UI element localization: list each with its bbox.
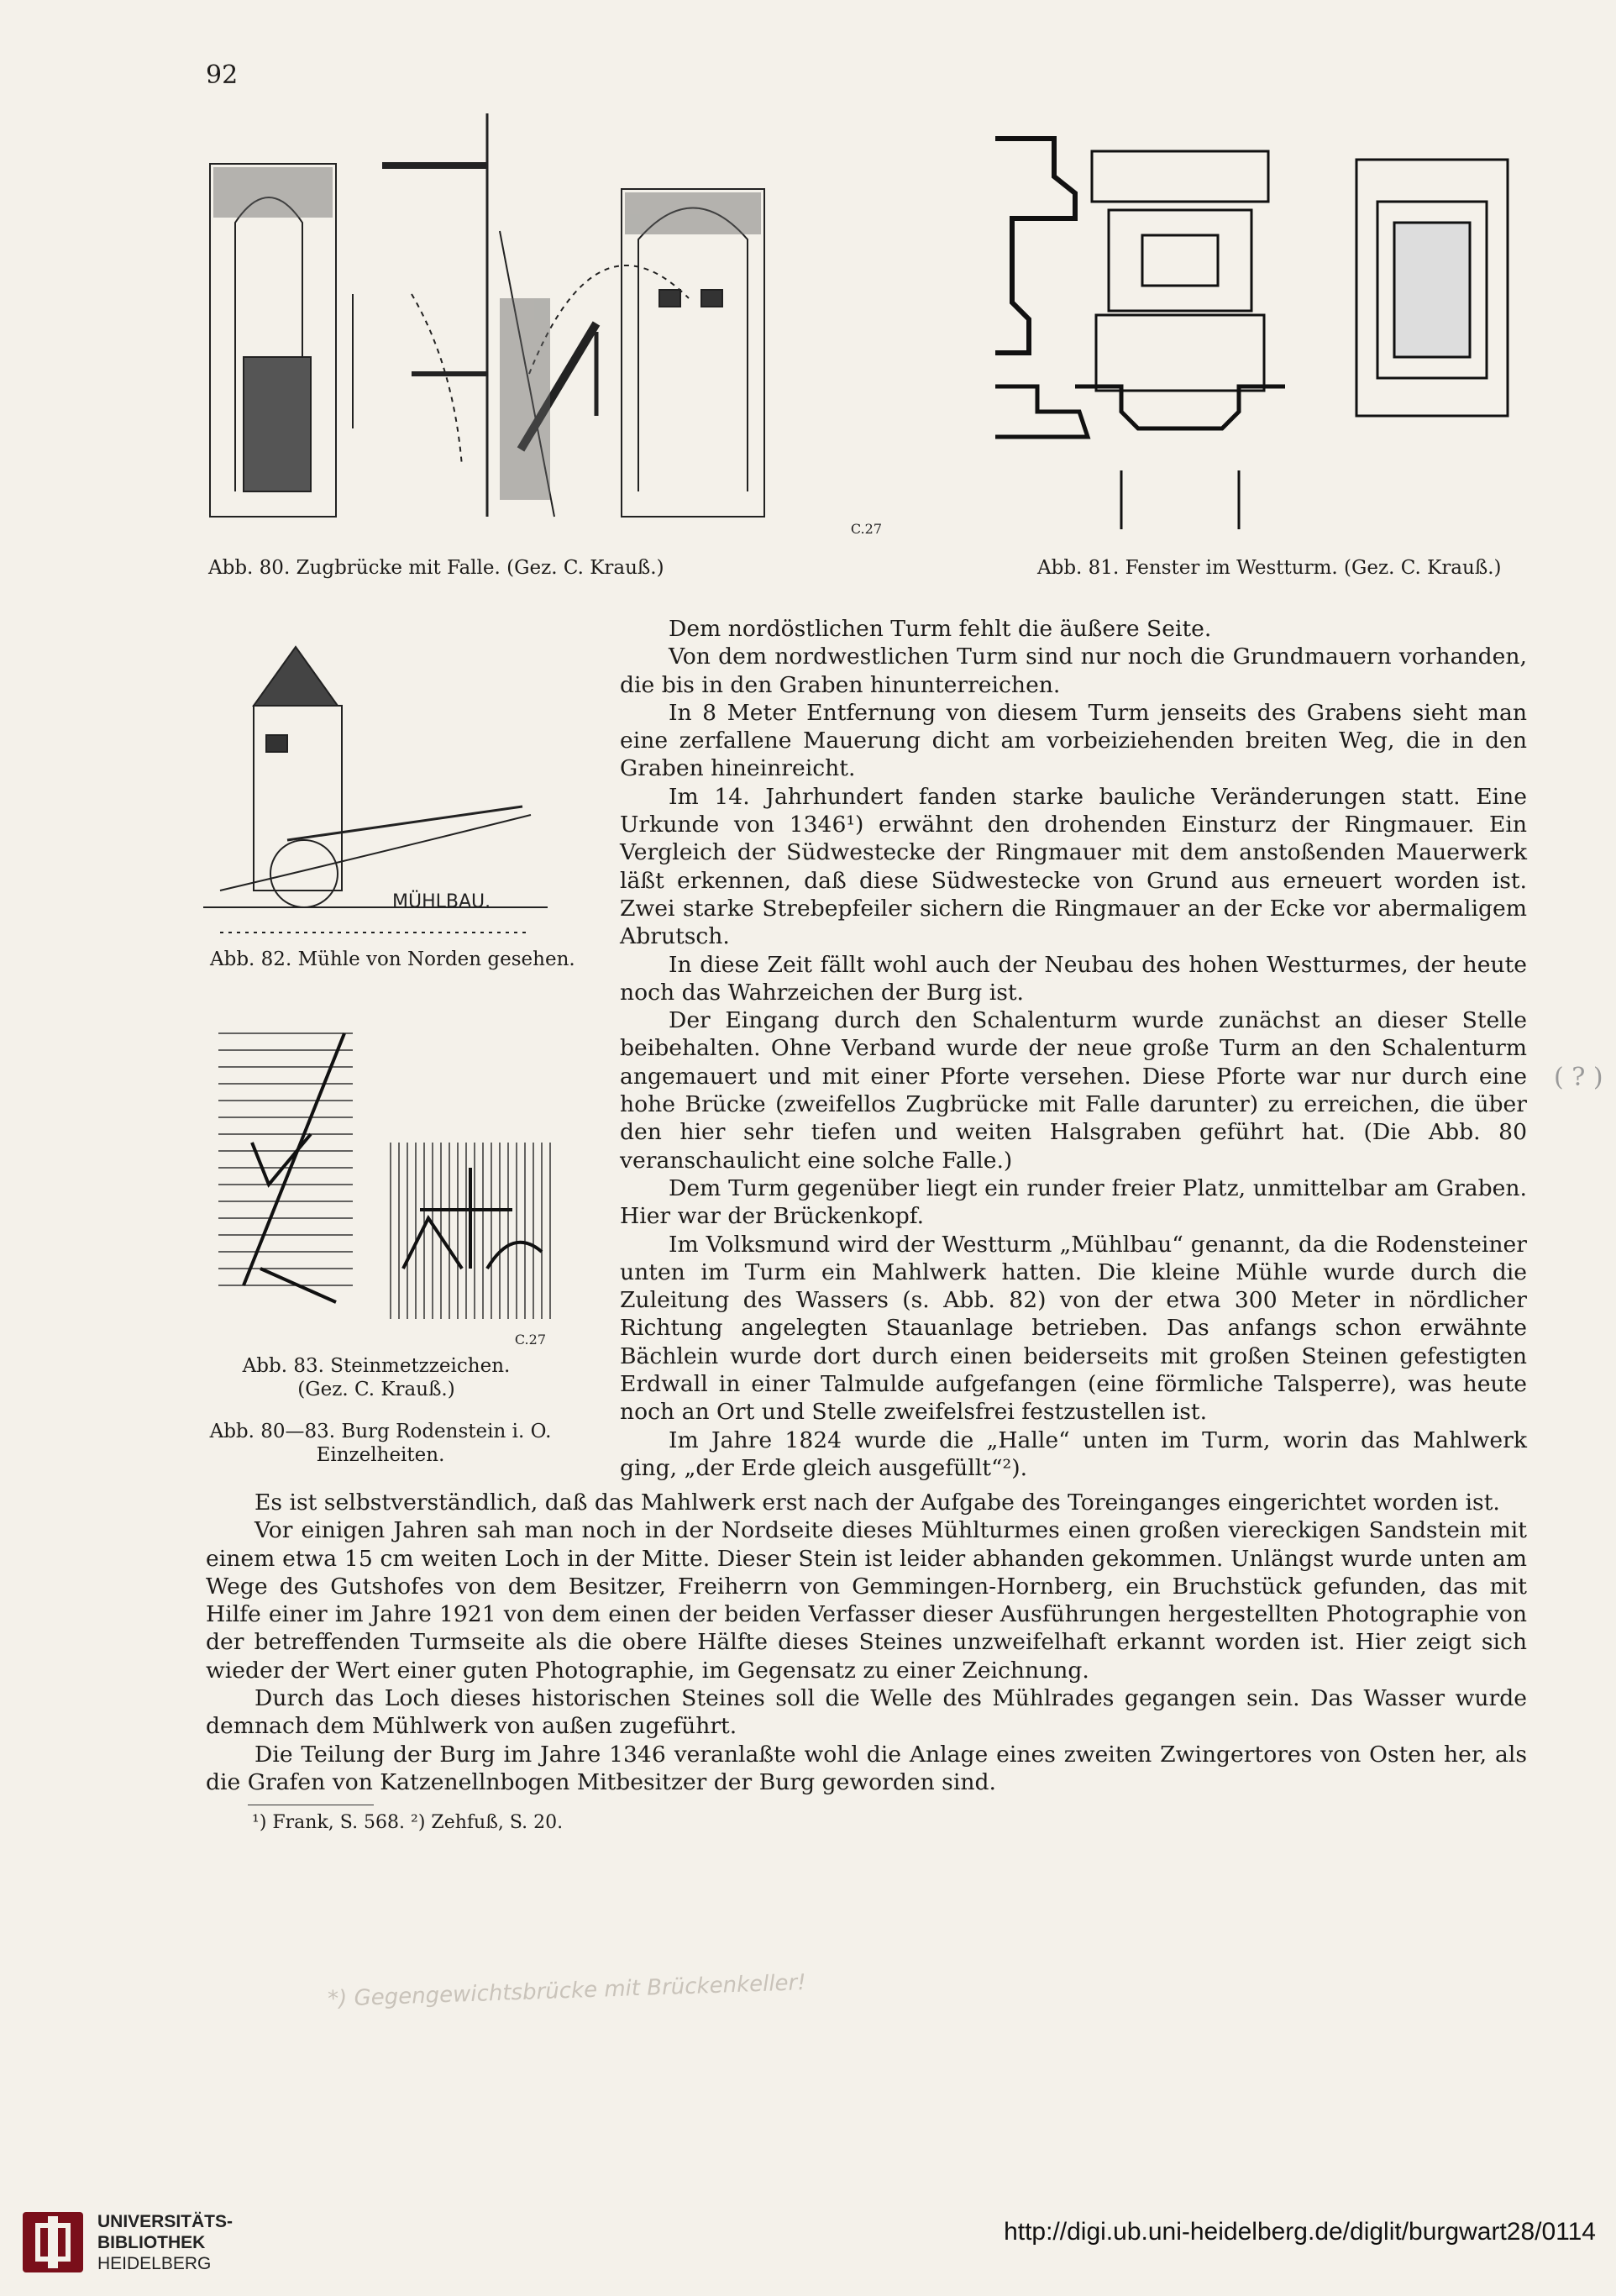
paragraph: Im 14. Jahrhundert fanden starke bauliche Veränderungen statt. Eine Urkunde von 1346¹) erwähnt den drohenden Einsturz der Ringmauer. Ein Vergleich der Südwestecke der Ringmauer mit dem anstoßenden Mauerwerk läßt erkennen, daß diese Südwestecke von Grund aus erneuert worden ist. Zwei starke Strebepfeiler sichern die Ringmauer an der Ecke vor abermaligem Abrutsch. bbox=[620, 783, 1527, 950]
paragraph: Im Volksmund wird der Westturm „Mühlbau“ genannt, da die Rodensteiner unten im Turm ein Mahlwerk hatten. Die kleine Mühle wurde durch die Zuleitung des Wassers (s. Abb. 82) von der etwa 300 Meter in nördlicher Richtung angelegten Stauanlage betrieben. Das anfangs schon erwähnte Bächlein wurde dort durch einen beiderseits mit großen Steinen gefestigten Erdwall in einer Talmulde aufgefangen (eine förmliche Talsperre), was heute noch an Ort und Stelle zweifelsfrei festzustellen ist. bbox=[620, 1231, 1527, 1426]
paragraph: Es ist selbstverständlich, daß das Mahlwerk erst nach der Aufgabe des Toreinganges eingerichtet worden ist. bbox=[254, 1490, 1500, 1516]
figure-82-mill bbox=[195, 630, 564, 941]
paragraph: Im Jahre 1824 wurde die „Halle“ unten im Turm, worin das Mahlwerk ging, „der Erde gleich ausgefüllt“²). bbox=[620, 1426, 1527, 1481]
caption-abb82: Abb. 82. Mühle von Norden gesehen. bbox=[210, 948, 575, 970]
figure-81-window bbox=[995, 134, 1516, 538]
mill-drawing bbox=[195, 630, 564, 941]
library-logo-icon bbox=[18, 2208, 87, 2277]
footer-bar bbox=[0, 2201, 1616, 2296]
paragraph: Dem Turm gegenüber liegt ein runder freier Platz, unmittelbar am Graben. Hier war der Brückenkopf. bbox=[620, 1174, 1527, 1230]
caption-group-line2: Einzelheiten. bbox=[316, 1444, 445, 1466]
paragraph: In diese Zeit fällt wohl auch der Neubau des hohen Westturmes, der heute noch das Wahrzeichen der Burg ist. bbox=[620, 951, 1527, 1006]
paragraph: Von dem nordwestlichen Turm sind nur noch die Grundmauern vorhanden, die bis in den Graben hinunterreichen. bbox=[620, 644, 1527, 698]
caption-abb83 bbox=[200, 1354, 553, 1401]
page-number: 92 bbox=[206, 60, 239, 90]
caption-abb80: Abb. 80. Zugbrücke mit Falle. (Gez. C. Krauß.) bbox=[208, 557, 664, 579]
caption-abb83-line1: Abb. 83. Steinmetzzeichen. bbox=[242, 1355, 511, 1377]
artist-sign-80: C.27 bbox=[850, 521, 882, 537]
footnotes: ¹) Frank, S. 568. ²) Zehfuß, S. 20. bbox=[252, 1812, 564, 1834]
paragraph: Dem nordöstlichen Turm fehlt die äußere Seite. bbox=[669, 616, 1212, 642]
window-drawing bbox=[995, 134, 1516, 538]
figure-80-drawbridge bbox=[202, 97, 899, 542]
drawbridge-drawing bbox=[202, 97, 899, 542]
full-width-text bbox=[206, 1489, 1527, 1837]
paragraph: Vor einigen Jahren sah man noch in der Nordseite dieses Mühlturmes einen großen viereckigen Sandstein mit einem etwa 15 cm weiten Loch in der Mitte. Dieser Stein ist leider abhanden gekommen. Unlängst wurde unten am Wege des Gutshofes von dem Besitzer, Freiherrn von Gemmingen-Hornberg, ein Bruchstück gefunden, das mit Hilfe einer im Jahre 1921 von dem einen der beiden Verfasser dieser Ausführungen hergestellten Photographie von der betreffenden Turmseite als die obere Hälfte dieses Steines unzweifelhaft erkannt worden ist. Hier zeigt sich wieder der Wert einer guten Photographie, im Gegensatz zu einer Zeichnung. bbox=[206, 1517, 1527, 1684]
pencil-note: *) Gegengewichtsbrücke mit Brückenkeller! bbox=[327, 1970, 807, 2012]
library-name-line2: BIBLIOTHEK bbox=[97, 2233, 206, 2252]
library-name bbox=[97, 2211, 233, 2274]
paragraph: In 8 Meter Entfernung von diesem Turm jenseits des Grabens sieht man eine zerfallene Mauerung dicht am vorbeiziehenden breiten Weg, die in den Graben hineinreicht. bbox=[620, 699, 1527, 782]
stonemason-drawing bbox=[210, 1017, 580, 1353]
paragraph: Der Eingang durch den Schalenturm wurde zunächst an dieser Stelle beibehalten. Ohne Verband wurde der neue große Turm an den Schalenturm angemauert und mit einer Pforte versehen. Diese Pforte war nur durch eine hohe Brücke (zweifellos Zugbrücke mit Falle darunter) zu erreichen, die über den hier sehr tiefen und weiten Halsgraben geführt hat. (Die Abb. 80 veranschaulicht eine solche Falle.) bbox=[620, 1007, 1527, 1174]
caption-abb81: Abb. 81. Fenster im Westturm. (Gez. C. Krauß.) bbox=[1037, 557, 1502, 579]
narrow-text-column bbox=[620, 615, 1527, 1482]
paragraph: Durch das Loch dieses historischen Steines soll die Welle des Mühlrades gegangen sein. Das Wasser wurde demnach dem Mühlwerk von außen zugeführt. bbox=[206, 1685, 1527, 1740]
figure-83-stonemason-marks bbox=[210, 1017, 580, 1353]
margin-note: ( ? ) bbox=[1554, 1063, 1603, 1092]
artist-sign-83: C.27 bbox=[514, 1332, 546, 1348]
caption-abb83-line2: (Gez. C. Krauß.) bbox=[297, 1379, 455, 1400]
source-url-link[interactable]: http://digi.ub.uni-heidelberg.de/diglit/burgwart28/0114 bbox=[1004, 2218, 1596, 2246]
caption-group bbox=[183, 1420, 578, 1467]
library-name-line1: UNIVERSITÄTS- bbox=[97, 2212, 233, 2231]
library-name-line3: HEIDELBERG bbox=[97, 2254, 212, 2273]
mill-drawing-label: MÜHLBAU. bbox=[392, 891, 491, 912]
caption-group-line1: Abb. 80—83. Burg Rodenstein i. O. bbox=[209, 1421, 552, 1442]
paragraph: Die Teilung der Burg im Jahre 1346 veranlaßte wohl die Anlage eines zweiten Zwingertores von Osten her, als die Grafen von Katzenellnbogen Mitbesitzer der Burg geworden sind. bbox=[206, 1741, 1527, 1795]
